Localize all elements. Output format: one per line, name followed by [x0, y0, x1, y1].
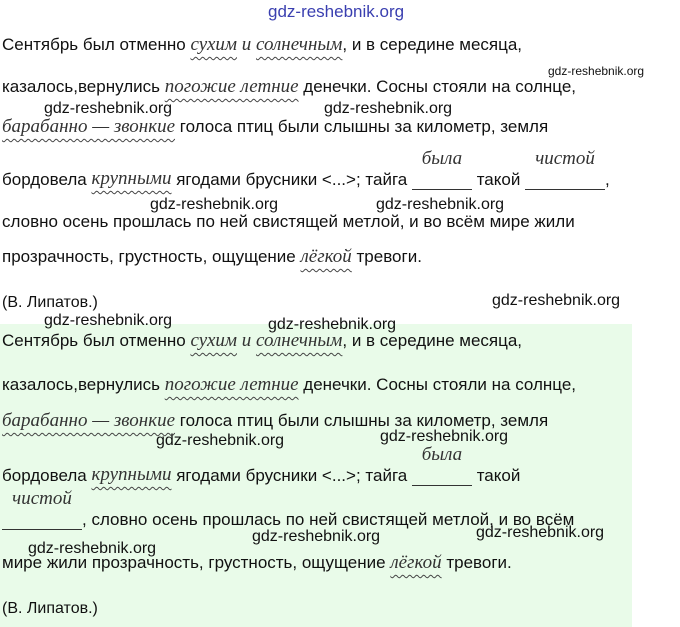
watermark: gdz-reshebnik.org [268, 316, 397, 333]
watermark: gdz-reshebnik.org [476, 524, 605, 541]
underlined-word: погожие летние [164, 76, 299, 97]
text: денечки. Сосны стояли на солнце, [298, 77, 576, 96]
text: Сентябрь был отменно [2, 331, 191, 350]
underline [412, 485, 472, 486]
watermark: gdz-reshebnik.org [324, 100, 453, 117]
text-line [2, 330, 522, 352]
underlined-word: лёгкой [300, 246, 352, 267]
text: и [237, 34, 256, 55]
word: была [421, 148, 463, 169]
text: такой [471, 466, 521, 485]
text: тревоги. [441, 553, 512, 572]
word: чистой [12, 488, 72, 509]
author: (В. Липатов.) [2, 600, 98, 617]
underline [2, 529, 82, 530]
watermark: gdz-reshebnik.org [548, 64, 645, 78]
text: бордовела [2, 466, 92, 485]
underlined-word: барабанно — звонкие [2, 116, 176, 137]
text: денечки. Сосны стояли на солнце, [298, 375, 576, 394]
text: голоса птиц были слышны за километр, земля [175, 117, 549, 136]
watermark: gdz-reshebnik.org [156, 432, 285, 449]
underline [412, 189, 472, 190]
watermark: gdz-reshebnik.org [376, 196, 505, 213]
text-line [2, 490, 574, 530]
text-line [2, 76, 576, 98]
text: ягодами брусники <...>; тайга [171, 170, 412, 189]
text-line [2, 150, 610, 190]
text: бордовела [2, 170, 92, 189]
text-line: словно осень прошлась по ней свистящей метлой, и во всём мире жили [2, 212, 575, 231]
underlined-word: солнечным [256, 34, 343, 55]
watermark: gdz-reshebnik.org [150, 196, 279, 213]
watermark: gdz-reshebnik.org [380, 428, 509, 445]
text: Сентябрь был отменно [2, 35, 191, 54]
watermark: gdz-reshebnik.org [44, 312, 173, 329]
text: , и в середине месяца, [342, 331, 523, 350]
predicate-word [525, 150, 605, 190]
text: , словно осень прошлась по ней свистящей метлой, и во всём [82, 510, 575, 529]
predicate-word [412, 150, 472, 190]
text: такой [471, 170, 526, 189]
text-line [2, 34, 522, 56]
text: казалось,вернулись [2, 375, 165, 394]
text-line [2, 116, 548, 138]
underlined-word: сухим [190, 330, 237, 351]
predicate-word [412, 446, 472, 486]
text-line [2, 374, 576, 396]
predicate-word [2, 490, 82, 530]
watermark: gdz-reshebnik.org [252, 528, 381, 545]
watermark: gdz-reshebnik.org [268, 2, 405, 21]
text: , [605, 170, 610, 189]
text-line [2, 552, 512, 574]
underlined-word: барабанно — звонкие [2, 410, 176, 431]
underlined-word: солнечным [256, 330, 343, 351]
text: , и в середине месяца, [342, 35, 523, 54]
underlined-word: крупными [91, 168, 172, 189]
word: чистой [535, 148, 595, 169]
text: ягодами брусники <...>; тайга [171, 466, 412, 485]
word: была [421, 444, 463, 465]
text: тревоги. [351, 247, 422, 266]
text: голоса птиц были слышны за километр, земля [175, 411, 549, 430]
underlined-word: погожие летние [164, 374, 299, 395]
text-line [2, 410, 548, 432]
watermark: gdz-reshebnik.org [28, 540, 157, 557]
watermark: gdz-reshebnik.org [44, 100, 173, 117]
text: казалось,вернулись [2, 77, 165, 96]
underlined-word: крупными [91, 464, 172, 485]
underline [525, 189, 605, 190]
text-line [2, 246, 422, 268]
text: мире жили прозрачность, грустность, ощущение [2, 553, 391, 572]
text: и [237, 330, 256, 351]
underlined-word: лёгкой [390, 552, 442, 573]
text-line [2, 446, 520, 486]
author: (В. Липатов.) [2, 294, 98, 311]
underlined-word: сухим [190, 34, 237, 55]
watermark: gdz-reshebnik.org [492, 292, 621, 309]
text: прозрачность, грустность, ощущение [2, 247, 301, 266]
